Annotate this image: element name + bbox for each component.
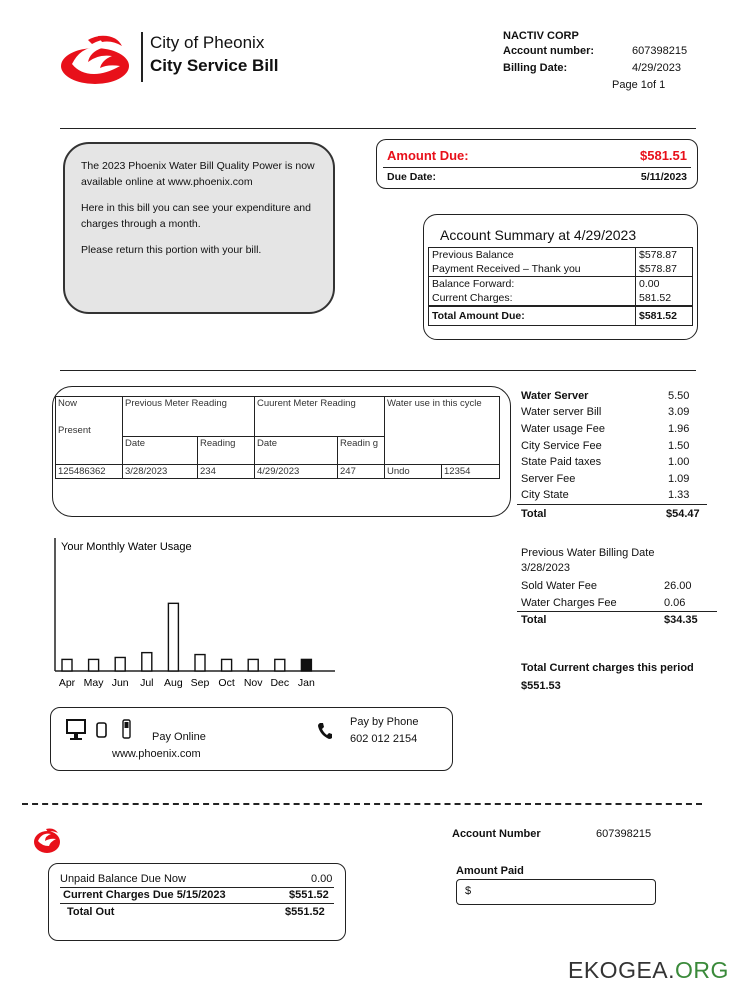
charge-value: 1.33 (668, 489, 690, 501)
pay-phone-label: Pay by Phone (350, 716, 419, 728)
meter-date-header: Date (123, 437, 198, 465)
chart-x-tick-label: Jan (297, 677, 315, 689)
amount-due-divider (383, 167, 691, 168)
devices-icon (65, 718, 131, 744)
charge-label: Water server Bill (521, 406, 602, 418)
prev-billing-date: 3/28/2023 (521, 562, 570, 574)
meter-reading-header: Reading (198, 437, 255, 465)
pay-phone-number[interactable]: 602 012 2154 (350, 733, 418, 745)
brand-watermark (568, 957, 729, 984)
period-total-label: Total Current charges this period (521, 662, 694, 674)
charge-label: City Service Fee (521, 440, 602, 452)
meter-prev-header: Previous Meter Reading (123, 397, 255, 437)
account-number-value: 607398215 (632, 45, 688, 57)
charges-total-value: $54.47 (666, 508, 700, 520)
meter-cell: 234 (198, 465, 255, 479)
payment-options-box (50, 707, 453, 771)
monthly-usage-chart (48, 535, 348, 695)
chart-title: Your Monthly Water Usage (61, 541, 192, 553)
meter-cell: Undo (385, 465, 442, 479)
phoenix-logo-icon (58, 30, 132, 86)
usage-bar-sep (195, 655, 205, 671)
chart-x-tick-label: May (83, 677, 104, 689)
usage-bar-dec (275, 659, 285, 671)
header-divider (141, 32, 143, 82)
customer-name: NACTIV CORP (503, 30, 579, 42)
total-out-value: $551.52 (285, 906, 325, 918)
usage-bar-may (89, 659, 99, 671)
charges-total2-label: Total (521, 614, 547, 626)
meter-now-cell (56, 397, 123, 465)
chart-x-tick-label: Nov (243, 677, 263, 689)
charge-value: 5.50 (668, 390, 690, 402)
charges-total2-value: $34.35 (664, 614, 698, 626)
meter-reading-header: Readin g (338, 437, 385, 465)
unpaid-label: Unpaid Balance Due Now (60, 873, 186, 885)
city-name: City of Pheonix (150, 33, 265, 52)
table-row (429, 248, 693, 263)
usage-bar-oct (222, 659, 232, 671)
usage-bar-apr (62, 659, 72, 671)
usage-bar-jan (301, 659, 311, 671)
billing-date-value: 4/29/2023 (632, 62, 681, 74)
summary-value: $578.87 (636, 248, 693, 263)
table-row (56, 465, 500, 479)
chart-x-tick-label: Aug (164, 677, 183, 689)
account-summary-title: Account Summary at 4/29/2023 (440, 227, 637, 243)
summary-value: $578.87 (636, 262, 693, 277)
charge-label: Server Fee (521, 473, 576, 485)
section-rule-top (60, 128, 696, 129)
meter-reading-box (52, 386, 511, 517)
billing-date-label: Billing Date: (503, 62, 568, 74)
usage-bar-nov (248, 659, 258, 671)
due-date-label: Due Date: (387, 171, 437, 183)
info-paragraph: Here in this bill you can see your expenditure and charges through a month. (81, 202, 311, 230)
phone-icon (317, 722, 333, 740)
bill-title: City Service Bill (150, 56, 279, 75)
charge-label: Water Charges Fee (521, 597, 617, 609)
meter-now-label: Now (58, 398, 78, 409)
unpaid-balance-box (48, 863, 346, 941)
usage-bar-aug (168, 603, 178, 671)
meter-reading-table (55, 396, 500, 479)
unpaid-divider (60, 887, 334, 888)
section-rule-middle (60, 370, 696, 371)
table-row (429, 277, 693, 292)
chart-x-tick-label: Jun (111, 677, 129, 689)
unpaid-value: 0.00 (311, 873, 333, 885)
total-out-rule (60, 903, 334, 904)
charge-label: State Paid taxes (521, 456, 602, 468)
charge-label: Water Server (521, 390, 589, 402)
charges-total-label: Total (521, 508, 547, 520)
amount-paid-label: Amount Paid (456, 865, 524, 877)
summary-value: 0.00 (636, 277, 693, 292)
phoenix-logo-small-icon (32, 826, 62, 854)
tear-off-line (22, 803, 702, 805)
table-row (429, 262, 693, 277)
amount-due-box (376, 139, 698, 189)
meter-cell: 125486362 (56, 465, 123, 479)
meter-present-label: Present (58, 425, 91, 436)
charge-label: Water usage Fee (521, 423, 605, 435)
charge-value: 26.00 (664, 580, 692, 592)
chart-x-tick-label: Sep (190, 677, 210, 689)
summary-label: Previous Balance (429, 248, 636, 263)
meter-cell: 12354 (442, 465, 500, 479)
charge-value: 1.09 (668, 473, 690, 485)
prev-billing-label: Previous Water Billing Date (521, 547, 655, 559)
stub-account-label: Account Number (452, 828, 541, 840)
pay-online-url[interactable]: www.phoenix.com (112, 748, 201, 760)
chart-x-tick-label: Jul (140, 677, 154, 689)
total-out-label: Total Out (67, 906, 115, 918)
summary-total-label: Total Amount Due: (429, 306, 636, 326)
info-panel (63, 142, 335, 314)
summary-total-value: $581.52 (636, 306, 693, 326)
charge-label: City State (521, 489, 569, 501)
amount-paid-field[interactable]: $ (456, 879, 656, 905)
charges-total2-rule (517, 611, 717, 612)
meter-cell: 3/28/2023 (123, 465, 198, 479)
charge-value: 1.00 (668, 456, 690, 468)
table-row-total (429, 306, 693, 326)
brand-text: EKOGEA.ORG (568, 957, 729, 983)
charges-total-rule (517, 504, 707, 505)
amount-due-label: Amount Due: (387, 148, 469, 163)
summary-value: 581.52 (636, 291, 693, 306)
due-date-value: 5/11/2023 (640, 171, 687, 183)
summary-label: Current Charges: (429, 291, 636, 306)
charge-value: 3.09 (668, 406, 690, 418)
info-paragraph: Please return this portion with your bill. (81, 244, 262, 256)
meter-cell: 4/29/2023 (255, 465, 338, 479)
chart-x-tick-label: Apr (58, 677, 76, 689)
current-charges-label: Current Charges Due 5/15/2023 (63, 889, 226, 901)
charge-label: Sold Water Fee (521, 580, 598, 592)
meter-cell: 247 (338, 465, 385, 479)
meter-use-header: Water use in this cycle (385, 397, 500, 465)
chart-x-tick-label: Dec (270, 677, 290, 689)
current-charges-value: $551.52 (289, 889, 329, 901)
stub-account-value: 607398215 (596, 828, 652, 840)
usage-bar-jun (115, 657, 125, 671)
period-total-value: $551.53 (521, 680, 561, 692)
page-indicator: Page 1of 1 (612, 79, 666, 91)
meter-curr-header: Cuurent Meter Reading (255, 397, 385, 437)
account-summary-box (423, 214, 698, 340)
charge-value: 0.06 (664, 597, 686, 609)
summary-label: Balance Forward: (429, 277, 636, 292)
chart-x-tick-label: Oct (218, 677, 235, 689)
account-summary-table (428, 247, 693, 326)
table-row (56, 397, 500, 437)
summary-label: Payment Received – Thank you (429, 262, 636, 277)
charge-value: 1.96 (668, 423, 690, 435)
info-paragraph: The 2023 Phoenix Water Bill Quality Power is now available online at www.phoenix.com (81, 160, 315, 188)
charge-value: 1.50 (668, 440, 690, 452)
amount-due-value: $581.51 (640, 148, 687, 163)
table-row (429, 291, 693, 306)
meter-date-header: Date (255, 437, 338, 465)
usage-bar-jul (142, 653, 152, 671)
pay-online-label: Pay Online (152, 731, 206, 743)
account-number-label: Account number: (503, 45, 595, 57)
